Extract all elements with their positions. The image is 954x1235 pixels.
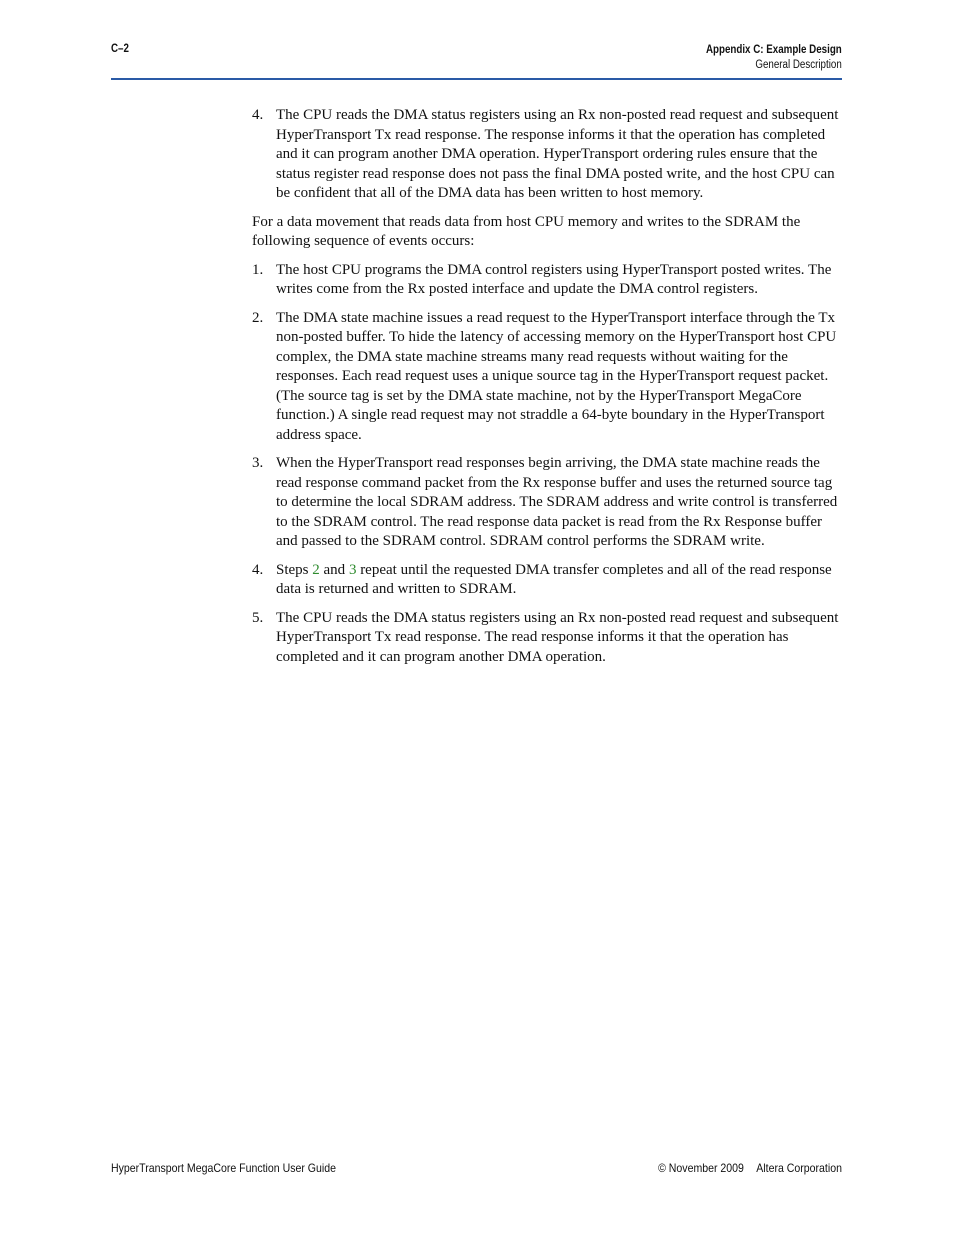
list-number: 4. <box>252 107 264 123</box>
list-item <box>252 309 844 446</box>
list-item <box>252 454 844 552</box>
list-text-end: repeat until the requested DMA transfer completes and all of the read response data is returned and written to SDRAM. <box>276 561 832 597</box>
footer-right <box>658 1161 842 1175</box>
list-number: 1. <box>252 261 264 278</box>
step-2-link[interactable]: 2 <box>312 561 320 578</box>
document-title: HyperTransport MegaCore Function User Guide <box>111 1161 336 1175</box>
list-text-start: Steps <box>276 561 313 578</box>
list-text-mid: and <box>319 561 349 578</box>
header-right <box>706 43 842 73</box>
step-3-link[interactable]: 3 <box>348 561 357 578</box>
list-number: 5. <box>252 609 264 626</box>
intro-paragraph: For a data movement that reads data from host CPU memory and writes to the SDRAM the following sequence of events occurs: <box>252 213 801 249</box>
list-item <box>252 261 844 300</box>
step-list-continued <box>252 106 844 204</box>
copyright-date: © November 2009 <box>658 1161 744 1175</box>
list-item <box>252 609 844 668</box>
list-text: The CPU reads the DMA status registers using an Rx non-posted read request and subsequent HyperTransport Tx read response. The response informs it that the operation has completed and it can program another DMA operation. HyperTransport ordering rules ensure that the status register read response does not pass the final DMA posted write, and the host CPU can be confident that all of the DMA data has been written to host memory. <box>276 107 839 201</box>
list-item <box>252 106 844 204</box>
section-title: General Description <box>755 59 842 71</box>
main-content <box>252 106 844 676</box>
chapter-title: Appendix C: Example Design <box>706 44 842 56</box>
list-text: The CPU reads the DMA status registers using an Rx non-posted read request and subsequent HyperTransport Tx read response. The read response informs it that the operation has completed and it can program another DMA operation. <box>276 609 839 665</box>
step-list <box>252 261 844 668</box>
list-number: 3. <box>252 455 264 471</box>
company-name: Altera Corporation <box>756 1161 842 1175</box>
list-text: When the HyperTransport read responses begin arriving, the DMA state machine reads the read response command packet from the Rx response buffer and uses the returned source tag to determine the local SDRAM address. The SDRAM address and write control is transferred to the SDRAM control. The read response data packet is read from the Rx Response buffer and passed to the SDRAM control. SDRAM control performs the SDRAM write. <box>276 455 838 549</box>
list-number: 2. <box>252 309 264 326</box>
list-text: The host CPU programs the DMA control registers using HyperTransport posted writes. The writes come from the Rx posted interface and update the DMA control registers. <box>276 261 832 297</box>
list-number: 4. <box>252 561 264 578</box>
page-header <box>111 40 842 80</box>
list-text: The DMA state machine issues a read request to the HyperTransport interface through the Tx non-posted buffer. To hide the latency of accessing memory on the HyperTransport host CPU complex, the DMA state machine streams many read requests without waiting for the responses. Each read request uses a unique source tag in the HyperTransport request packet. (The source tag is set by the DMA state machine, not by the HyperTransport MegaCore function.) A single read request may not straddle a 64-byte boundary in the HyperTransport address space. <box>276 309 837 443</box>
list-item <box>252 561 844 600</box>
page-number: C–2 <box>111 43 129 55</box>
